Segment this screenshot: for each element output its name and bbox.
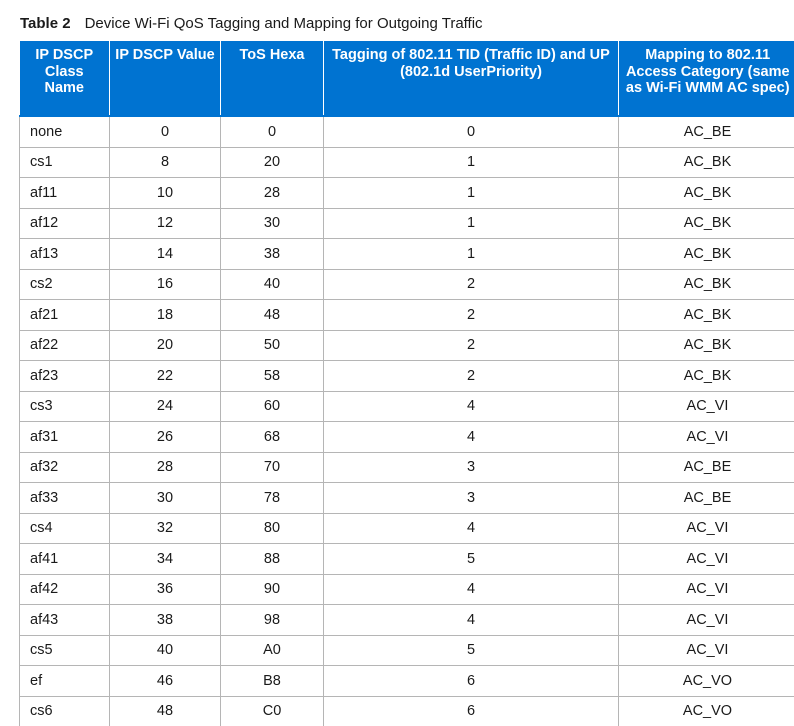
dscp-value-cell: 12 (110, 208, 221, 239)
table-body (20, 116, 794, 726)
table-row (20, 452, 794, 483)
tid-up-cell: 3 (324, 483, 619, 514)
tid-up-cell: 2 (324, 300, 619, 331)
tos-hexa-cell: B8 (221, 666, 324, 697)
dscp-class-name-cell: af11 (20, 178, 110, 209)
table-row (20, 513, 794, 544)
dscp-value-cell: 20 (110, 330, 221, 361)
dscp-class-name-cell: af42 (20, 574, 110, 605)
dscp-value-cell: 0 (110, 116, 221, 147)
tid-up-cell: 2 (324, 330, 619, 361)
tid-up-cell: 4 (324, 605, 619, 636)
tid-up-cell: 2 (324, 361, 619, 392)
tid-up-cell: 4 (324, 391, 619, 422)
tid-up-cell: 1 (324, 239, 619, 270)
table-header-row (20, 41, 794, 116)
access-category-cell: AC_VI (619, 635, 794, 666)
dscp-value-cell: 28 (110, 452, 221, 483)
table-row (20, 300, 794, 331)
tid-up-cell: 5 (324, 544, 619, 575)
tos-hexa-cell: 20 (221, 147, 324, 178)
access-category-cell: AC_BE (619, 483, 794, 514)
table-row (20, 178, 794, 209)
access-category-cell: AC_BK (619, 269, 794, 300)
access-category-cell: AC_VI (619, 513, 794, 544)
tos-hexa-cell: A0 (221, 635, 324, 666)
tos-hexa-cell: 98 (221, 605, 324, 636)
dscp-class-name-cell: cs2 (20, 269, 110, 300)
table-row (20, 635, 794, 666)
dscp-class-name-cell: af31 (20, 422, 110, 453)
access-category-cell: AC_BK (619, 208, 794, 239)
header-tos-hexa: ToS Hexa (221, 41, 324, 116)
tos-hexa-cell: 50 (221, 330, 324, 361)
dscp-value-cell: 18 (110, 300, 221, 331)
dscp-class-name-cell: af13 (20, 239, 110, 270)
dscp-class-name-cell: af12 (20, 208, 110, 239)
header-access-category: Mapping to 802.11 Access Category (same as Wi-Fi WMM AC spec) (619, 41, 794, 116)
dscp-value-cell: 36 (110, 574, 221, 605)
dscp-value-cell: 22 (110, 361, 221, 392)
table-row (20, 208, 794, 239)
dscp-class-name-cell: none (20, 116, 110, 147)
access-category-cell: AC_BK (619, 300, 794, 331)
tid-up-cell: 4 (324, 422, 619, 453)
tid-up-cell: 6 (324, 666, 619, 697)
tid-up-cell: 6 (324, 696, 619, 726)
tid-up-cell: 4 (324, 513, 619, 544)
tos-hexa-cell: 30 (221, 208, 324, 239)
tos-hexa-cell: 90 (221, 574, 324, 605)
table-row (20, 391, 794, 422)
dscp-class-name-cell: af33 (20, 483, 110, 514)
table-number: Table 2 (20, 15, 71, 32)
qos-mapping-table (19, 41, 794, 726)
dscp-value-cell: 46 (110, 666, 221, 697)
header-dscp-class-name: IP DSCP Class Name (20, 41, 110, 116)
access-category-cell: AC_BK (619, 239, 794, 270)
table-row (20, 147, 794, 178)
access-category-cell: AC_BK (619, 178, 794, 209)
dscp-value-cell: 24 (110, 391, 221, 422)
tos-hexa-cell: 48 (221, 300, 324, 331)
table-row (20, 544, 794, 575)
dscp-class-name-cell: ef (20, 666, 110, 697)
header-tid-up-tagging: Tagging of 802.11 TID (Traffic ID) and UP (802.1d UserPriority) (324, 41, 619, 116)
tos-hexa-cell: 38 (221, 239, 324, 270)
dscp-class-name-cell: cs3 (20, 391, 110, 422)
tid-up-cell: 1 (324, 147, 619, 178)
tid-up-cell: 2 (324, 269, 619, 300)
tos-hexa-cell: 28 (221, 178, 324, 209)
table-caption (20, 15, 483, 33)
dscp-class-name-cell: af41 (20, 544, 110, 575)
dscp-value-cell: 10 (110, 178, 221, 209)
table-row (20, 422, 794, 453)
access-category-cell: AC_VI (619, 422, 794, 453)
table-row (20, 696, 794, 726)
access-category-cell: AC_BK (619, 147, 794, 178)
tid-up-cell: 0 (324, 116, 619, 147)
table-row (20, 361, 794, 392)
dscp-class-name-cell: af22 (20, 330, 110, 361)
tid-up-cell: 4 (324, 574, 619, 605)
dscp-value-cell: 8 (110, 147, 221, 178)
dscp-value-cell: 14 (110, 239, 221, 270)
tid-up-cell: 1 (324, 178, 619, 209)
table-row (20, 574, 794, 605)
access-category-cell: AC_BE (619, 116, 794, 147)
dscp-value-cell: 48 (110, 696, 221, 726)
tos-hexa-cell: 78 (221, 483, 324, 514)
tos-hexa-cell: 80 (221, 513, 324, 544)
dscp-value-cell: 30 (110, 483, 221, 514)
access-category-cell: AC_VI (619, 391, 794, 422)
dscp-class-name-cell: af32 (20, 452, 110, 483)
dscp-class-name-cell: cs6 (20, 696, 110, 726)
table-row (20, 483, 794, 514)
table-row (20, 116, 794, 147)
table-row (20, 330, 794, 361)
access-category-cell: AC_VO (619, 666, 794, 697)
dscp-value-cell: 38 (110, 605, 221, 636)
access-category-cell: AC_BK (619, 330, 794, 361)
table-title: Device Wi-Fi QoS Tagging and Mapping for Outgoing Traffic (85, 15, 483, 32)
tos-hexa-cell: 40 (221, 269, 324, 300)
dscp-value-cell: 32 (110, 513, 221, 544)
dscp-value-cell: 40 (110, 635, 221, 666)
header-dscp-value: IP DSCP Value (110, 41, 221, 116)
tos-hexa-cell: 58 (221, 361, 324, 392)
dscp-class-name-cell: cs1 (20, 147, 110, 178)
dscp-value-cell: 26 (110, 422, 221, 453)
access-category-cell: AC_VI (619, 544, 794, 575)
table-row (20, 239, 794, 270)
table-row (20, 666, 794, 697)
dscp-value-cell: 16 (110, 269, 221, 300)
tid-up-cell: 5 (324, 635, 619, 666)
dscp-class-name-cell: cs5 (20, 635, 110, 666)
tos-hexa-cell: C0 (221, 696, 324, 726)
dscp-class-name-cell: af21 (20, 300, 110, 331)
tid-up-cell: 1 (324, 208, 619, 239)
dscp-value-cell: 34 (110, 544, 221, 575)
tos-hexa-cell: 68 (221, 422, 324, 453)
tos-hexa-cell: 70 (221, 452, 324, 483)
tos-hexa-cell: 60 (221, 391, 324, 422)
dscp-class-name-cell: cs4 (20, 513, 110, 544)
table-row (20, 605, 794, 636)
access-category-cell: AC_BK (619, 361, 794, 392)
access-category-cell: AC_VI (619, 605, 794, 636)
access-category-cell: AC_VO (619, 696, 794, 726)
tos-hexa-cell: 88 (221, 544, 324, 575)
table-row (20, 269, 794, 300)
access-category-cell: AC_VI (619, 574, 794, 605)
tos-hexa-cell: 0 (221, 116, 324, 147)
dscp-class-name-cell: af23 (20, 361, 110, 392)
dscp-class-name-cell: af43 (20, 605, 110, 636)
tid-up-cell: 3 (324, 452, 619, 483)
access-category-cell: AC_BE (619, 452, 794, 483)
